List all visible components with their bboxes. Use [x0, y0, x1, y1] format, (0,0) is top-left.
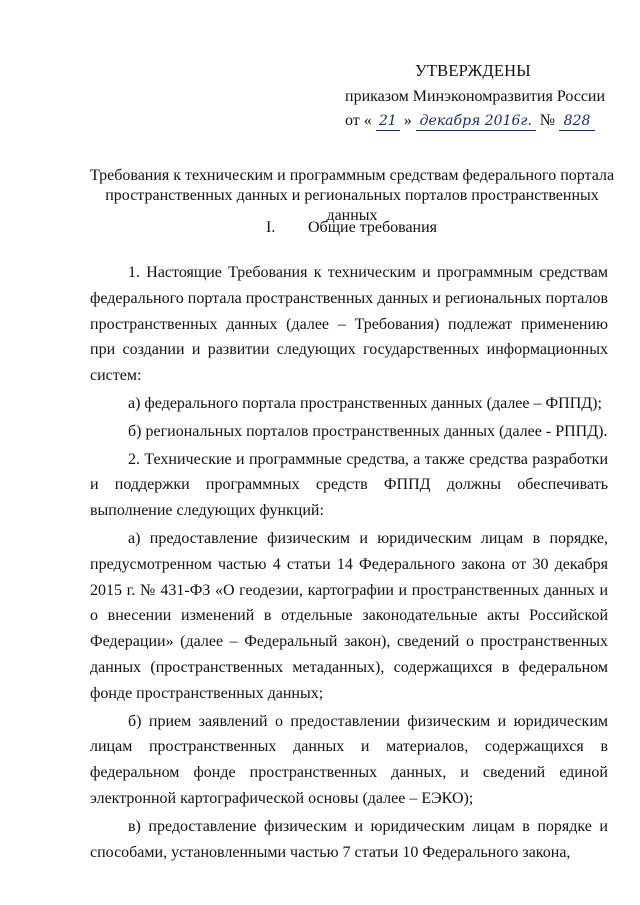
document-title: Требования к техническим и программным средствам федерального портала пространственных данных и региональных порталов пространственных данных — [89, 167, 615, 224]
handwritten-month-year: декабря 2016г. — [416, 112, 536, 131]
paragraph: в) предоставление физическим и юридическим лицам в порядке и способами, установленными частью 7 статьи 10 Федерального закона, — [90, 817, 608, 861]
paragraph: б) региональных порталов пространственных данных (далее - РППД). — [128, 422, 608, 440]
paragraph: б) прием заявлений о предоставлении физическим и юридическим лицам пространственных данных и материалов, содержащихся в федеральном фонде пространственных данных, и сведений единой электронной картографической основы (далее – ЕЭКО); — [90, 712, 608, 807]
date-prefix: от « — [345, 112, 372, 129]
date-mid: » — [403, 112, 412, 129]
number-prefix: № — [539, 112, 556, 129]
handwritten-order-number: 828 — [559, 112, 595, 131]
handwritten-day: 21 — [376, 112, 400, 131]
document-body — [90, 260, 608, 865]
section-title: Общие требования — [308, 219, 438, 236]
paragraph: 2. Технические и программные средства, а также средства разработки и поддержки программных средств ФППД должны обеспечивать выполнение следующих функций: — [90, 450, 608, 520]
approved-date-line — [345, 110, 595, 134]
paragraph: 1. Настоящие Требования к техническим и программным средствам федерального портала пространственных данных и региональных порталов пространственных данных (далее – Требования) подлежат применению при создании и развитии следующих государственных информационных систем: — [90, 264, 608, 385]
paragraph: а) федерального портала пространственных данных (далее – ФППД); — [128, 394, 602, 412]
paragraph: а) предоставление физическим и юридическим лицам в порядке, предусмотренном частью 4 статьи 14 Федерального закона от 30 декабря 2015 г. № 431-ФЗ «О геодезии, картографии и пространственных данных и о внесении изменений в отдельные законодательные акты Российской Федерации» (далее – Федеральный закон), сведений о пространственных данных (пространственных метаданных), содержащихся в федеральном фонде пространственных данных; — [90, 529, 608, 702]
section-number: I. — [266, 219, 276, 236]
approved-heading: УТВЕРЖДЕНЫ — [415, 61, 531, 80]
approved-order-line: приказом Минэкономразвития России — [345, 88, 606, 105]
